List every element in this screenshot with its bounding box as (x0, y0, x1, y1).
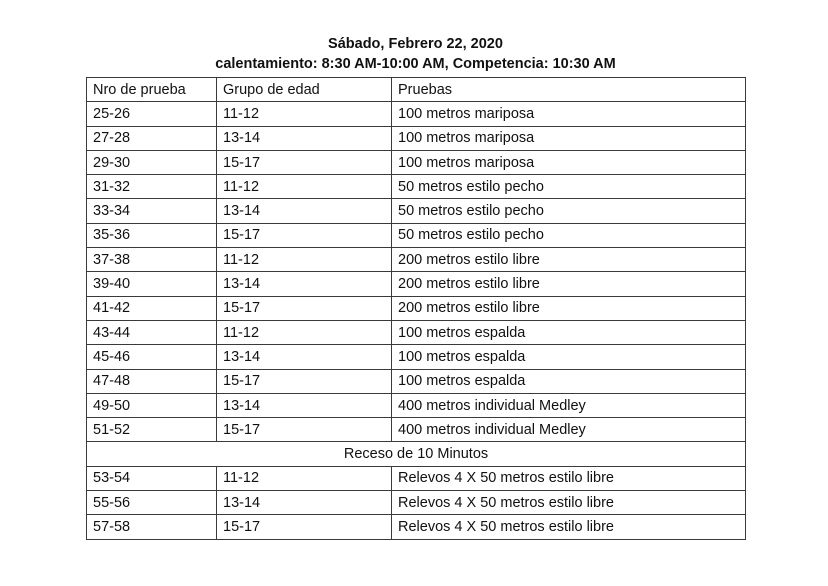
cell-event-number: 57-58 (87, 515, 217, 539)
cell-age-group: 15-17 (217, 296, 392, 320)
cell-age-group: 13-14 (217, 272, 392, 296)
cell-event-number: 55-56 (87, 491, 217, 515)
cell-event-name: 200 metros estilo libre (392, 248, 746, 272)
column-header-events: Pruebas (392, 78, 746, 102)
cell-event-name: 200 metros estilo libre (392, 272, 746, 296)
cell-event-name: 100 metros espalda (392, 369, 746, 393)
cell-event-number: 53-54 (87, 466, 217, 490)
table-row (87, 515, 746, 539)
table-row (87, 369, 746, 393)
table-row (87, 199, 746, 223)
cell-event-name: Relevos 4 X 50 metros estilo libre (392, 491, 746, 515)
table-row (87, 296, 746, 320)
cell-event-name: 50 metros estilo pecho (392, 199, 746, 223)
table-row (87, 320, 746, 344)
table-row (87, 150, 746, 174)
table-row (87, 102, 746, 126)
cell-event-number: 51-52 (87, 418, 217, 442)
cell-event-name: Relevos 4 X 50 metros estilo libre (392, 466, 746, 490)
cell-age-group: 11-12 (217, 248, 392, 272)
table-row (87, 272, 746, 296)
cell-age-group: 13-14 (217, 345, 392, 369)
table-row (87, 175, 746, 199)
cell-age-group: 15-17 (217, 223, 392, 247)
cell-event-number: 27-28 (87, 126, 217, 150)
cell-age-group: 15-17 (217, 418, 392, 442)
cell-event-name: 100 metros espalda (392, 320, 746, 344)
cell-event-name: 100 metros mariposa (392, 102, 746, 126)
table-row (87, 418, 746, 442)
cell-event-number: 35-36 (87, 223, 217, 247)
cell-age-group: 11-12 (217, 175, 392, 199)
cell-event-number: 29-30 (87, 150, 217, 174)
column-header-age-group: Grupo de edad (217, 78, 392, 102)
table-body-part2 (87, 466, 746, 539)
cell-event-number: 31-32 (87, 175, 217, 199)
cell-age-group: 13-14 (217, 393, 392, 417)
page-title: Sábado, Febrero 22, 2020 (328, 36, 503, 52)
cell-age-group: 13-14 (217, 491, 392, 515)
table-row (87, 248, 746, 272)
cell-age-group: 15-17 (217, 515, 392, 539)
cell-event-number: 39-40 (87, 272, 217, 296)
page-header (86, 34, 745, 74)
table-row (87, 466, 746, 490)
cell-event-number: 41-42 (87, 296, 217, 320)
cell-event-number: 33-34 (87, 199, 217, 223)
cell-event-number: 47-48 (87, 369, 217, 393)
cell-age-group: 11-12 (217, 102, 392, 126)
cell-event-number: 25-26 (87, 102, 217, 126)
break-label: Receso de 10 Minutos (87, 442, 746, 466)
cell-age-group: 13-14 (217, 199, 392, 223)
cell-age-group: 11-12 (217, 466, 392, 490)
cell-event-number: 37-38 (87, 248, 217, 272)
cell-event-number: 49-50 (87, 393, 217, 417)
table-body-part1 (87, 102, 746, 442)
table-header-row (87, 78, 746, 102)
events-table (86, 77, 746, 540)
cell-age-group: 15-17 (217, 369, 392, 393)
schedule-subtitle: calentamiento: 8:30 AM-10:00 AM, Competencia: 10:30 AM (215, 56, 616, 72)
table-row (87, 126, 746, 150)
column-header-event-number: Nro de prueba (87, 78, 217, 102)
cell-event-name: Relevos 4 X 50 metros estilo libre (392, 515, 746, 539)
cell-age-group: 13-14 (217, 126, 392, 150)
cell-event-name: 50 metros estilo pecho (392, 223, 746, 247)
cell-event-number: 45-46 (87, 345, 217, 369)
cell-event-name: 400 metros individual Medley (392, 393, 746, 417)
cell-event-name: 50 metros estilo pecho (392, 175, 746, 199)
cell-event-name: 100 metros espalda (392, 345, 746, 369)
cell-event-name: 400 metros individual Medley (392, 418, 746, 442)
table-row (87, 345, 746, 369)
table-row (87, 491, 746, 515)
cell-event-name: 100 metros mariposa (392, 126, 746, 150)
table-row (87, 393, 746, 417)
table-row (87, 223, 746, 247)
cell-event-name: 100 metros mariposa (392, 150, 746, 174)
break-row (87, 442, 746, 466)
cell-event-number: 43-44 (87, 320, 217, 344)
cell-event-name: 200 metros estilo libre (392, 296, 746, 320)
cell-age-group: 11-12 (217, 320, 392, 344)
cell-age-group: 15-17 (217, 150, 392, 174)
table-break-section (87, 442, 746, 466)
